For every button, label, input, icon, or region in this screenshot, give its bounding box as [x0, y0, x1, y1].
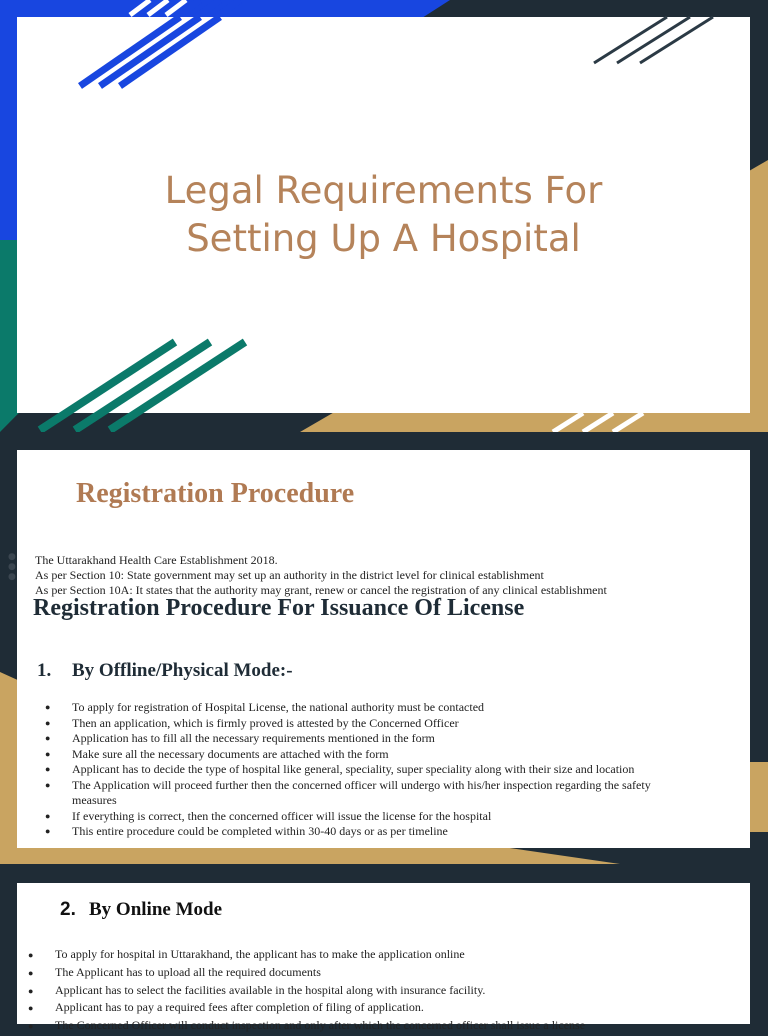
intro-line: As per Section 10: State government may set up an authority in the district level for clinical establishment: [35, 568, 544, 582]
list-item: [45, 777, 672, 809]
list-item: [45, 715, 672, 732]
offline-steps-list: [45, 700, 672, 840]
list-item-text: Application has to fill all the necessary requirements mentioned in the form: [72, 731, 435, 745]
title-line-1: Legal Requirements For: [164, 169, 603, 212]
list-item: [45, 762, 672, 778]
section-number: 2.: [60, 899, 76, 920]
list-item: [45, 700, 672, 716]
section-title: By Offline/Physical Mode:-: [72, 660, 293, 681]
online-steps-list: [28, 946, 695, 1035]
bullet-icon: ●: [45, 810, 51, 821]
list-item-text: Then an application, which is firmly proved is attested by the Concerned Officer: [72, 715, 459, 730]
side-bullets: ● ● ●: [8, 552, 16, 582]
registration-heading: Registration Procedure: [76, 478, 355, 509]
bullet-icon: ●: [45, 764, 51, 774]
list-item: [45, 731, 672, 747]
list-item-text: This entire procedure could be completed within 30-40 days or as per timeline: [72, 824, 448, 838]
intro-line: As per Section 10A: It states that the authority may grant, renew or cancel the registration of any clinical establishment: [35, 583, 607, 597]
list-item: [45, 808, 672, 825]
bullet-icon: ●: [28, 967, 34, 978]
online-slide-card: [17, 883, 750, 1033]
list-item: [28, 1017, 695, 1035]
bullet-icon: ●: [28, 1021, 34, 1032]
intro-text: [35, 553, 607, 598]
list-item-text: The Concerned Officer will conduct inspection and only after which the concerned officer shall issue a license: [55, 1018, 586, 1033]
bullet-icon: ●: [45, 779, 51, 790]
title-line-2: Setting Up A Hospital: [186, 217, 581, 260]
bullet-icon: ●: [45, 702, 51, 712]
license-procedure-heading: Registration Procedure For Issuance Of License: [33, 595, 525, 621]
list-item-text: Make sure all the necessary documents are attached with the form: [72, 746, 389, 761]
list-item: [28, 964, 695, 982]
bullet-icon: ●: [45, 826, 51, 836]
bullet-icon: ●: [45, 717, 51, 728]
list-item-text: Applicant has to select the facilities available in the hospital along with insurance facility.: [55, 982, 486, 997]
list-item-text: To apply for hospital in Uttarakhand, the applicant has to make the application online: [55, 947, 465, 961]
list-item: [28, 982, 695, 1000]
bullet-icon: ●: [28, 1003, 34, 1014]
presentation-title: [17, 167, 750, 263]
online-mode-heading: [60, 899, 222, 921]
section-number: 1.: [37, 660, 52, 681]
title-slide-card: [17, 17, 750, 413]
list-item-text: To apply for registration of Hospital License, the national authority must be contacted: [72, 700, 485, 714]
list-item-text: The Application will proceed further then the concerned officer will undergo with his/her inspection regarding the safety measures: [72, 777, 651, 807]
list-item-text: Applicant has to pay a required fees after completion of filing of application.: [55, 1000, 424, 1015]
list-item-text: Applicant has to decide the type of hospital like general, speciality, super speciality along with their size and location: [72, 762, 635, 776]
list-item: [28, 946, 695, 964]
registration-slide-card: [17, 450, 750, 848]
list-item: [45, 746, 672, 763]
bullet-icon: ●: [28, 985, 34, 996]
bullet-icon: ●: [45, 733, 51, 743]
offline-mode-heading: [37, 660, 293, 682]
list-item-text: If everything is correct, then the concerned officer will issue the license for the hospital: [72, 808, 492, 823]
bullet-icon: ●: [28, 950, 34, 960]
list-item: [45, 824, 672, 840]
bullet-icon: ●: [45, 748, 51, 759]
section-title: By Online Mode: [89, 899, 223, 920]
list-item-text: The Applicant has to upload all the required documents: [55, 964, 321, 979]
list-item: [28, 999, 695, 1017]
intro-line: The Uttarakhand Health Care Establishment 2018.: [35, 553, 278, 567]
